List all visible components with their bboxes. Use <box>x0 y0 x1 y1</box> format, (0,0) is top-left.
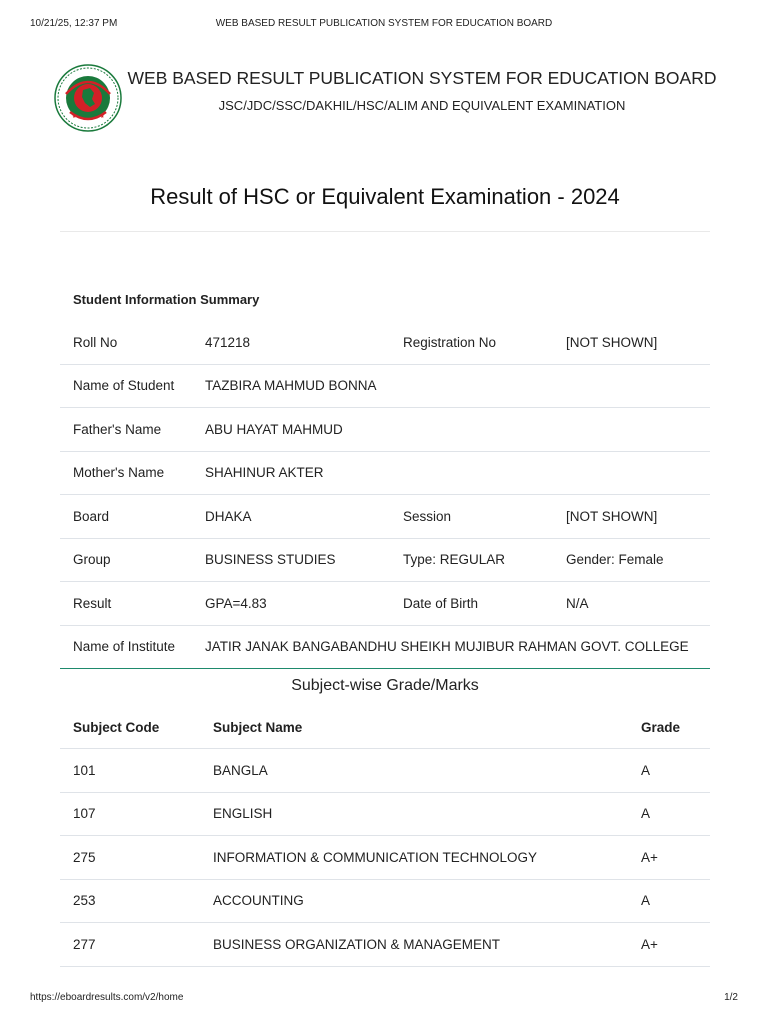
group-label: Group <box>60 538 192 582</box>
column-header-subject-code: Subject Code <box>73 719 160 735</box>
dob-label: Date of Birth <box>390 582 553 626</box>
table-row <box>60 582 710 626</box>
page-number: 1/2 <box>724 992 738 1003</box>
subject-grades-heading: Subject-wise Grade/Marks <box>291 677 479 694</box>
student-name-label: Name of Student <box>60 364 192 408</box>
subject-grade: A+ <box>628 923 710 967</box>
title-divider <box>60 231 710 232</box>
subject-name: BUSINESS ORGANIZATION & MANAGEMENT <box>200 923 628 967</box>
student-info-caption: Student Information Summary <box>73 292 260 307</box>
result-label: Result <box>60 582 192 626</box>
student-info-table <box>60 278 710 669</box>
subject-name: ACCOUNTING <box>200 879 628 923</box>
print-header <box>30 18 738 32</box>
session-label: Session <box>390 495 553 539</box>
board-value: DHAKA <box>192 495 390 539</box>
table-row <box>60 792 710 836</box>
site-title: WEB BASED RESULT PUBLICATION SYSTEM FOR EDUCATION BOARD <box>127 68 717 88</box>
subject-grade: A <box>628 879 710 923</box>
subject-grade: A+ <box>628 836 710 880</box>
column-header-subject-name: Subject Name <box>213 719 303 735</box>
table-row <box>60 836 710 880</box>
session-value: [NOT SHOWN] <box>553 495 710 539</box>
result-value: GPA=4.83 <box>192 582 390 626</box>
registration-label: Registration No <box>403 334 497 350</box>
student-info-caption-row <box>60 278 710 321</box>
registration-value: [NOT SHOWN] <box>566 334 658 350</box>
exam-type: Type: REGULAR <box>390 538 553 582</box>
mother-name-value: SHAHINUR AKTER <box>192 451 710 495</box>
table-row <box>60 625 710 669</box>
svg-text:★: ★ <box>100 114 105 120</box>
group-value: BUSINESS STUDIES <box>192 538 390 582</box>
print-datetime: 10/21/25, 12:37 PM <box>30 18 118 29</box>
subject-name: INFORMATION & COMMUNICATION TECHNOLOGY <box>200 836 628 880</box>
print-page-title: WEB BASED RESULT PUBLICATION SYSTEM FOR EDUCATION BOARD <box>215 18 553 29</box>
student-name-value: TAZBIRA MAHMUD BONNA <box>192 364 710 408</box>
government-seal-logo <box>54 64 122 132</box>
table-row <box>60 538 710 582</box>
subject-grade: A <box>628 792 710 836</box>
father-name-value: ABU HAYAT MAHMUD <box>192 408 710 452</box>
institute-value: JATIR JANAK BANGABANDHU SHEIKH MUJIBUR RAHMAN GOVT. COLLEGE <box>192 625 710 669</box>
dob-value: N/A <box>553 582 710 626</box>
subject-code: 253 <box>60 879 200 923</box>
subject-code: 277 <box>60 923 200 967</box>
subject-code: 101 <box>60 749 200 793</box>
column-header-grade: Grade <box>641 719 681 735</box>
print-footer <box>30 992 738 1006</box>
subject-grade: A <box>628 749 710 793</box>
mother-name-label: Mother's Name <box>60 451 192 495</box>
result-title: Result of HSC or Equivalent Examination - 2024 <box>150 184 620 209</box>
table-row <box>60 451 710 495</box>
svg-text:★: ★ <box>72 114 77 120</box>
grade-table-header-row <box>60 706 710 749</box>
table-row <box>60 364 710 408</box>
page-url: https://eboardresults.com/v2/home <box>30 992 184 1003</box>
table-row <box>60 321 710 364</box>
subject-name: BANGLA <box>200 749 628 793</box>
table-row <box>60 923 710 967</box>
subject-grades-table <box>60 706 710 967</box>
roll-value: 471218 <box>205 334 251 350</box>
roll-label: Roll No <box>73 334 118 350</box>
site-subtitle: JSC/JDC/SSC/DAKHIL/HSC/ALIM AND EQUIVALENT EXAMINATION <box>218 98 626 113</box>
board-label: Board <box>60 495 192 539</box>
table-row <box>60 495 710 539</box>
father-name-label: Father's Name <box>60 408 192 452</box>
subject-name: ENGLISH <box>200 792 628 836</box>
institute-label: Name of Institute <box>60 625 192 669</box>
gender: Gender: Female <box>553 538 710 582</box>
table-row <box>60 879 710 923</box>
subject-code: 275 <box>60 836 200 880</box>
subject-code: 107 <box>60 792 200 836</box>
table-row <box>60 408 710 452</box>
table-row <box>60 749 710 793</box>
